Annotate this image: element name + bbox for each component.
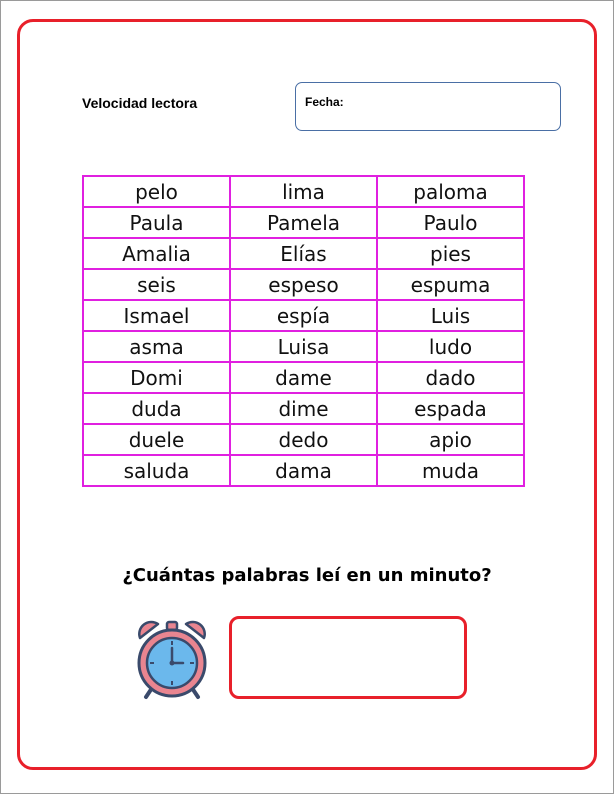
word-cell: pelo (84, 177, 229, 206)
word-cell: dama (231, 456, 376, 485)
word-cell: duele (84, 425, 229, 454)
word-cell: dime (231, 394, 376, 423)
word-cell: pies (378, 239, 523, 268)
word-cell: ludo (378, 332, 523, 361)
word-cell: muda (378, 456, 523, 485)
word-table (82, 175, 525, 487)
word-cell: Domi (84, 363, 229, 392)
worksheet-title: Velocidad lectora (82, 95, 198, 111)
word-cell: espía (231, 301, 376, 330)
word-cell: saluda (84, 456, 229, 485)
table-row (84, 177, 523, 206)
date-label: Fecha: (305, 95, 344, 109)
word-cell: Paulo (378, 208, 523, 237)
word-cell: duda (84, 394, 229, 423)
word-cell: Luisa (231, 332, 376, 361)
date-field[interactable] (295, 82, 561, 131)
answer-box[interactable] (229, 616, 467, 699)
word-cell: dado (378, 363, 523, 392)
word-cell: Pamela (231, 208, 376, 237)
word-cell: apio (378, 425, 523, 454)
table-row (84, 301, 523, 330)
word-cell: Luis (378, 301, 523, 330)
word-cell: espada (378, 394, 523, 423)
word-cell: seis (84, 270, 229, 299)
word-cell: Paula (84, 208, 229, 237)
word-cell: asma (84, 332, 229, 361)
word-cell: espeso (231, 270, 376, 299)
word-cell: Amalia (84, 239, 229, 268)
table-row (84, 332, 523, 361)
word-cell: lima (231, 177, 376, 206)
question-text: ¿Cuántas palabras leí en un minuto? (122, 565, 492, 586)
table-row (84, 363, 523, 392)
word-cell: paloma (378, 177, 523, 206)
table-row (84, 270, 523, 299)
word-cell: dedo (231, 425, 376, 454)
table-row (84, 394, 523, 423)
table-row (84, 425, 523, 454)
table-row (84, 208, 523, 237)
word-cell: Ismael (84, 301, 229, 330)
table-row (84, 456, 523, 485)
word-cell: dame (231, 363, 376, 392)
word-cell: Elías (231, 239, 376, 268)
alarm-clock-icon (134, 616, 210, 700)
word-cell: espuma (378, 270, 523, 299)
table-row (84, 239, 523, 268)
